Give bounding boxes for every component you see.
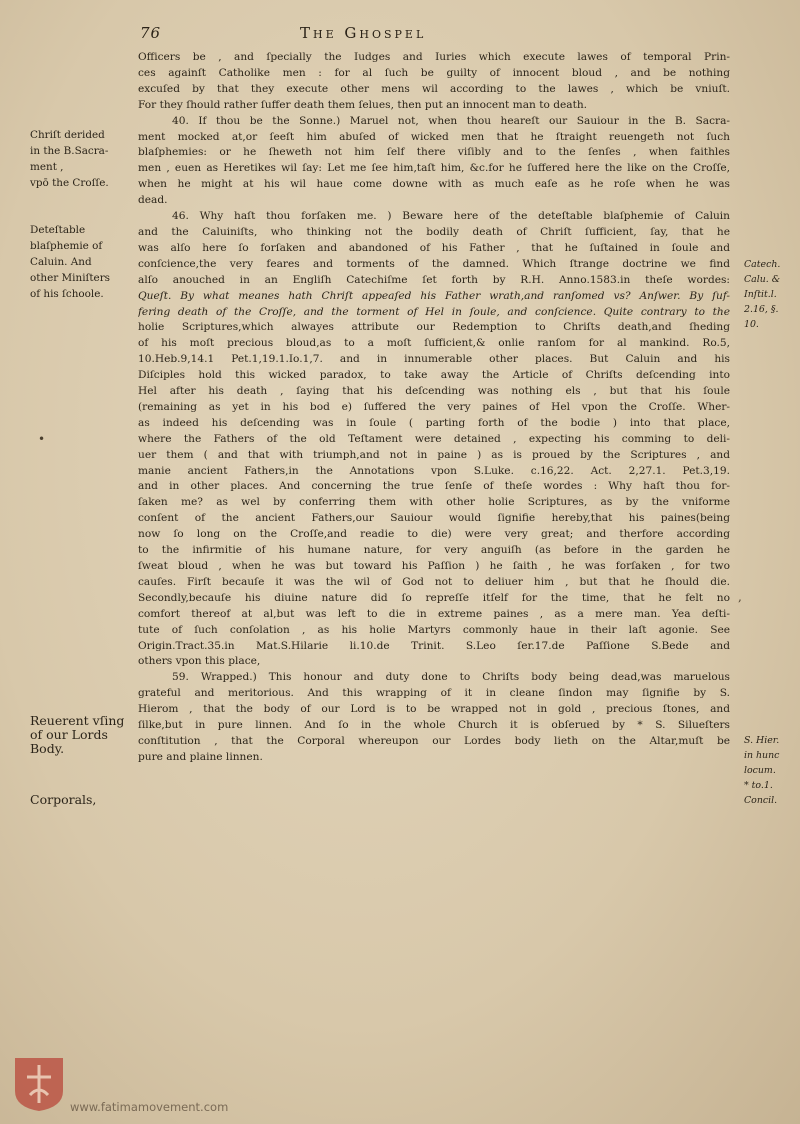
text-line: ſaken me? as wel by conferring them with other holie Scriptures, as by the vniforme [138,496,730,509]
margin-mark: • [38,432,46,446]
margin-line: ment , [30,160,64,173]
text-line: conſent of the ancient Fathers,our Sauiour would ſignifie hereby,that his paines(being [138,512,730,525]
text-line: excuſed by that they execute other mens wil according to the lawes , which be vniuſt. [138,82,730,95]
text-line: ces againſt Catholike men : for al ſuch be guilty of innocent bloud , and be nothing [138,66,730,79]
margin-mark: , [738,590,742,604]
text-line: blaſphemies: or he ſheweth not him ſelf there viſibly and to the ſenſes , when faithles [138,146,730,159]
text-line: of his moſt precious bloud,as to a moſt ſufficient,& onlie ranſom for al mankind. Ro.5, [138,337,730,350]
text-line: others vpon this place, [138,655,261,668]
margin-line: Calu. & [744,274,781,285]
margin-line: blaſphemie of [30,239,103,252]
body-text [138,50,730,766]
margin-note-blasphemie [30,223,138,303]
margin-line: Caluin. And [30,255,92,268]
text-line: Officers be , and ſpecially the Iudges and Iuries which execute lawes of temporal Prin- [138,51,730,63]
text-line: pure and plaine linnen. [138,750,263,763]
margin-note-reuerent [30,714,138,756]
margin-line: vpō the Croſſe. [30,176,109,189]
margin-note-sacrament [30,128,138,192]
margin-line: S. Hier. [744,735,780,746]
fatima-movement-logo [12,1055,66,1113]
margin-line: locum. [744,765,776,776]
text-line: ſweat bloud , when he was but toward his Paſſion ) he ſaith , he was forſaken , for two [138,560,730,572]
margin-line: of his ſchoole. [30,287,104,300]
text-line: ſilke,but in pure linnen. And ſo in the whole Church it is obſerued by * S. Silueſters [138,719,730,732]
text-line: 46. Why haſt thou forſaken me. ) Beware here of the deteſtable blaſphemie of Caluin [172,210,730,223]
text-line: Secondly,becauſe his diuine nature did ſo repreſſe itſelf for the time, that he felt no [138,591,730,604]
text-line: Origin.Tract.35.in Mat.S.Hilarie li.10.de Trinit. S.Leo ſer.17.de Paſſione S.Bede and [138,639,730,652]
running-title: The Ghospel [300,24,427,42]
margin-ref-hierom [744,733,800,808]
text-line: Diſciples hold this wicked paradox, to take away the Article of Chriſts deſcending into [138,369,730,382]
text-line: For they ſhould rather ſuffer death them ſelues, then put an innocent man to death. [138,98,588,111]
text-line: 59. Wrapped.) This honour and duty done to Chriſts body being dead,was maruelous [172,671,730,684]
margin-line: Inſtit.l. [744,289,777,300]
text-line: fering death of the Croſſe, and the torment of Hel in ſoule, and conſcience. Quite contrary to the [138,305,730,318]
text-line: 40. If thou be the Sonne.) Maruel not, when thou heareſt our Sauiour in the B. Sacra- [172,114,730,127]
text-line: Queſt. By what meanes hath Chriſt appeaſed his Father wrath,and ranſomed vs? Anſwer. By ſuf- [138,289,730,302]
text-line: to the infirmitie of his humane nature, for very anguiſh (as before in the garden he [138,544,730,557]
text-line: men , euen as Heretikes wil ſay: Let me ſee him,taſt him, &c.for he ſuffered here the like on the Croſſe, [138,162,730,175]
text-line: cauſes. Firſt becauſe it was the wil of God not to deliuer him , but that he ſhould die. [138,575,730,588]
text-line: manie ancient Fathers,in the Annotations vpon S.Luke. c.16,22. Act. 2,27.1. Pet.3,19. [138,464,730,477]
text-line: uer them ( and that with triumph,and not in paine ) as is proued by the Scriptures , and [138,448,730,461]
margin-line: * to.1. [744,780,773,791]
margin-line: in the B.Sacra- [30,144,109,157]
text-line: Hel after his death , ſaying that his deſcending was nothing els , but that his ſoule [138,385,730,398]
text-line: alſo anouched in an Engliſh Catechiſme ſet forth by R.H. Anno.1583.in theſe wordes: [138,273,730,286]
text-line: and the Caluiniſts, who thinking not the bodily death of Chriſt ſufficient, ſay, that he [138,225,730,238]
margin-ref-catechisme [744,257,800,332]
text-line: (remaining as yet in his bod e) ſuffered the very paines of Hel vpon the Croſſe. Wher- [138,400,730,413]
margin-note-corporals [30,793,138,807]
footer-url: www.fatimamovement.com [70,1100,229,1114]
margin-line: Reuerent vſing [30,713,125,728]
margin-line: other Miniſters [30,271,110,284]
text-line: as indeed his deſcending was in ſoule ( parting forth of the bodie ) into that place, [138,416,730,429]
margin-line: in hunc [744,750,780,761]
text-line: was alſo here ſo forſaken and abandoned of his Father , that he ſuſtained in ſoule and [138,241,730,254]
margin-line: Deteſtable [30,224,86,236]
margin-line: Chriſt derided [30,129,105,141]
text-line: dead. [138,194,168,207]
text-line: conſtitution , that the Corporal whereupon our Lordes body lieth on the Altar,muſt be [138,734,730,747]
text-line: tute of ſuch conſolation , as his holie Martyrs commonly haue in their laſt agonie. See [138,623,730,636]
text-line: holie Scriptures,which alwayes attribute our Redemption to Chriſts death,and ſheding [138,321,730,334]
text-line: when he might at his wil haue come downe with as much eaſe as he roſe when he was [138,178,730,191]
text-line: grateful and meritorious. And this wrapping of it in cleane ſindon may ſignifie by S. [138,687,730,700]
text-line: where the Fathers of the old Teſtament were detained , expecting his comming to deli- [138,432,730,445]
text-line: comfort thereof at al,but was left to die in extreme paines , as a mere man. Yea deſti- [138,607,730,620]
margin-line: 10. [744,319,759,330]
text-line: and in other places. And concerning the true ſenſe of theſe wordes : Why haſt thou for- [138,480,730,493]
text-line: Hierom , that the body of our Lord is to be wrapped not in gold , precious ſtones, and [138,703,730,716]
margin-line: Body. [30,741,65,756]
margin-line: Catech. [744,259,781,270]
page-number: 76 [140,24,162,42]
margin-line: Corporals, [30,792,97,807]
margin-line: 2.16, §. [744,304,779,315]
text-line: ment mocked at,or ſeeſt him abuſed of wicked men that he ſtraight reuengeth not ſuch [138,130,730,143]
text-line: conſcience,the very feares and torments of the damned. Which ſtrange doctrine we find [138,257,730,270]
margin-line: Concil. [744,795,778,806]
text-line: 10.Heb.9,14.1 Pet.1,19.1.Io.1,7. and in innumerable other places. But Caluin and his [138,353,730,366]
text-line: now ſo long on the Croſſe,and readie to die) were very great; and therfore according [138,528,730,541]
margin-line: of our Lords [30,727,108,742]
